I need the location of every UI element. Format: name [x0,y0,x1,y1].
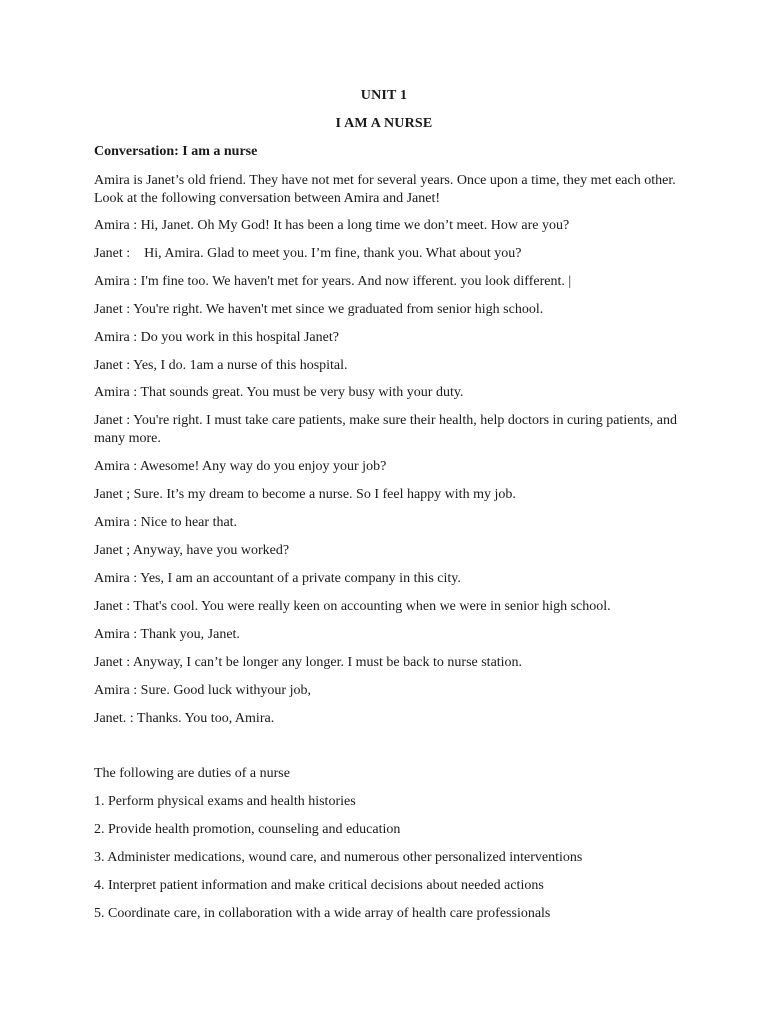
duty-item: 4. Interpret patient information and make critical decisions about needed actions [94,878,544,893]
dialogue-line: Amira : Do you work in this hospital Janet? [94,330,339,345]
dialogue-line: Amira : Hi, Janet. Oh My God! It has been a long time we don’t meet. How are you? [94,218,570,233]
dialogue-line: Janet : You're right. We haven't met since we graduated from senior high school. [94,302,544,317]
unit-label: UNIT 1 [360,88,408,103]
conversation-heading: Conversation: I am a nurse [94,144,258,159]
dialogue-line: Amira : Thank you, Janet. [94,627,240,642]
dialogue-line: Amira : Awesome! Any way do you enjoy your job? [94,459,387,474]
dialogue-line: Amira : Yes, I am an accountant of a private company in this city. [94,571,461,586]
dialogue-line: Janet : That's cool. You were really keen on accounting when we were in senior high school. [94,599,611,614]
dialogue-line: Janet : Hi, Amira. Glad to meet you. I’m fine, thank you. What about you? [94,246,522,261]
duty-item: 5. Coordinate care, in collaboration with a wide array of health care professionals [94,906,551,921]
dialogue-line: Janet : You're right. I must take care patients, make sure their health, help doctors in curing patients, and many more. [94,413,681,446]
dialogue-line: Janet : Anyway, I can’t be longer any longer. I must be back to nurse station. [94,655,523,670]
duty-item: 1. Perform physical exams and health histories [94,794,356,809]
duties-intro: The following are duties of a nurse [94,766,290,781]
dialogue-line: Janet ; Sure. It’s my dream to become a nurse. So I feel happy with my job. [94,487,516,502]
duty-item: 2. Provide health promotion, counseling and education [94,822,401,837]
duty-item: 3. Administer medications, wound care, and numerous other personalized interventions [94,850,583,865]
dialogue-line: Janet ; Anyway, have you worked? [94,543,290,558]
intro-paragraph: Amira is Janet’s old friend. They have not met for several years. Once upon a time, they met each other. Look at the following conversation between Amira and Janet! [94,173,680,206]
dialogue-line: Janet : Yes, I do. 1am a nurse of this hospital. [94,358,348,373]
document-title: I AM A NURSE [335,116,433,131]
dialogue-line: Amira : Nice to hear that. [94,515,238,530]
dialogue-line: Amira : That sounds great. You must be very busy with your duty. [94,385,464,400]
dialogue-line: Amira : I'm fine too. We haven't met for years. And now ifferent. you look different. | [94,274,572,289]
dialogue-line: Janet. : Thanks. You too, Amira. [94,711,275,726]
dialogue-line: Amira : Sure. Good luck withyour job, [94,683,311,698]
